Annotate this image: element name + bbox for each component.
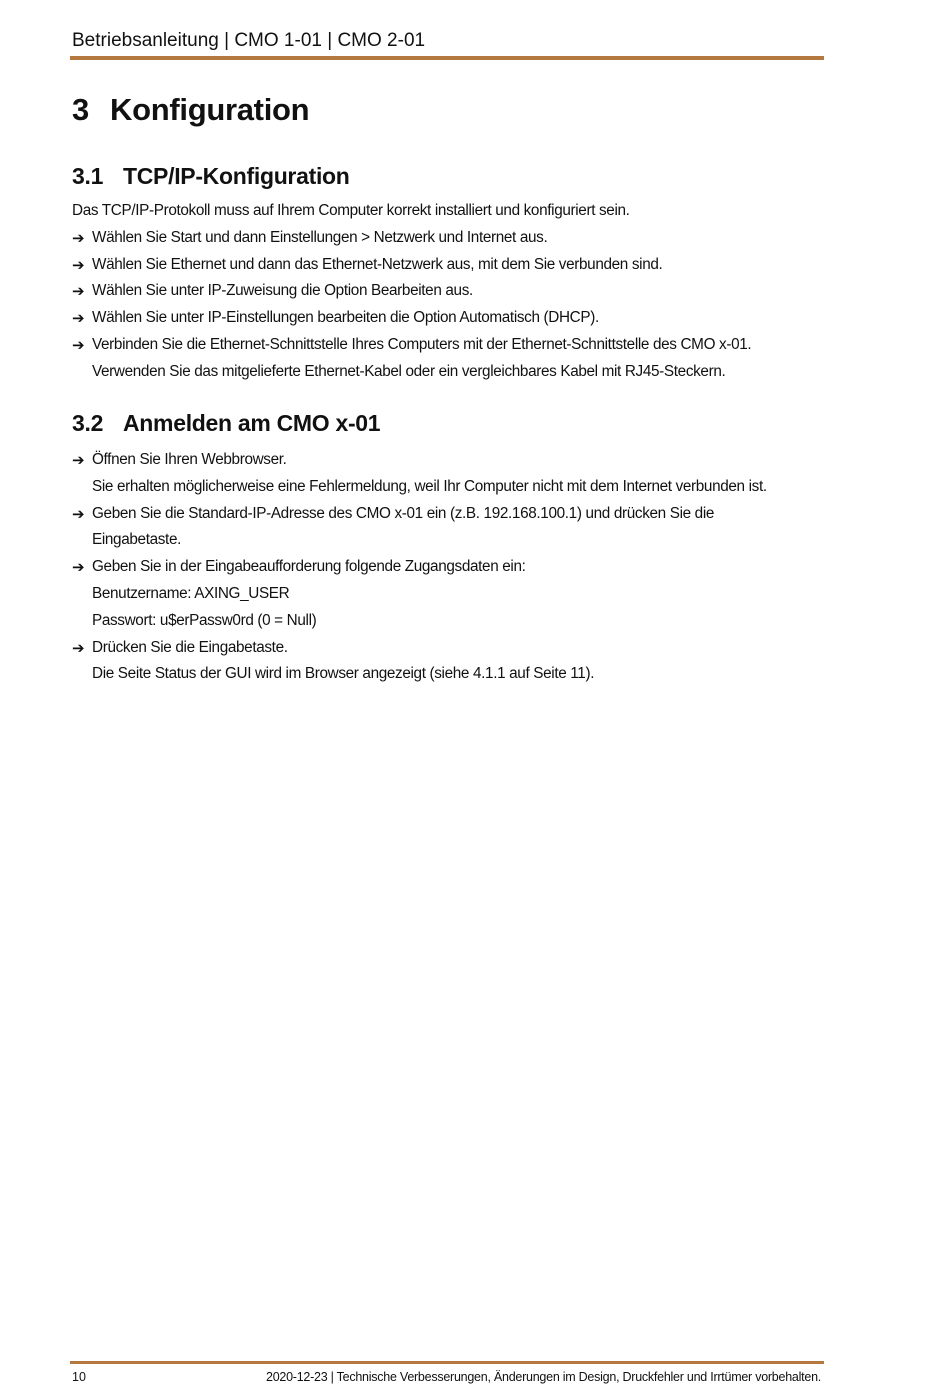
- footer-divider: [70, 1361, 824, 1364]
- page-header: [72, 28, 824, 54]
- arrow-right-icon: ➔: [72, 558, 85, 577]
- instruction-step: [72, 332, 751, 359]
- username-line: Benutzername: AXING_USER: [92, 584, 290, 602]
- instruction-step: [72, 501, 767, 528]
- instruction-step: [72, 305, 751, 332]
- step-continuation: Verwenden Sie das mitgelieferte Ethernet-Kabel oder ein vergleichbares Kabel mit RJ45-Steckern.: [92, 362, 726, 380]
- instruction-step: [72, 252, 751, 279]
- chapter-number: 3: [72, 92, 89, 127]
- section-tcpip-body: [72, 198, 751, 386]
- step-note: Sie erhalten möglicherweise eine Fehlermeldung, weil Ihr Computer nicht mit dem Internet verbunden ist.: [92, 477, 767, 495]
- step-text: Verbinden Sie die Ethernet-Schnittstelle Ihres Computers mit der Ethernet-Schnittstelle des CMO x-01.: [92, 335, 752, 353]
- section-number: 3.2: [72, 410, 104, 436]
- section-title: Anmelden am CMO x-01: [123, 410, 381, 436]
- password-line: Passwort: u$erPassw0rd (0 = Null): [92, 611, 317, 629]
- arrow-right-icon: ➔: [72, 255, 85, 274]
- header-divider: [70, 56, 824, 60]
- arrow-right-icon: ➔: [72, 504, 85, 523]
- arrow-right-icon: ➔: [72, 638, 85, 657]
- section-heading-login: [72, 408, 380, 438]
- instruction-step: [72, 447, 767, 474]
- chapter-heading: [72, 90, 309, 130]
- step-text: Wählen Sie Start und dann Einstellungen > Netzwerk und Internet aus.: [92, 228, 548, 246]
- instruction-step: [72, 278, 751, 305]
- section-title: TCP/IP-Konfiguration: [123, 163, 350, 189]
- arrow-right-icon: ➔: [72, 335, 85, 354]
- step-continuation: Eingabetaste.: [92, 531, 182, 549]
- instruction-step: [72, 225, 751, 252]
- arrow-right-icon: ➔: [72, 228, 85, 247]
- instruction-step: [72, 554, 767, 581]
- arrow-right-icon: ➔: [72, 309, 85, 328]
- page-number: 10: [72, 1370, 86, 1384]
- step-text: Wählen Sie unter IP-Einstellungen bearbeiten die Option Automatisch (DHCP).: [92, 309, 599, 327]
- chapter-title: Konfiguration: [110, 92, 310, 127]
- section-heading-tcpip: [72, 161, 350, 191]
- step-text: Drücken Sie die Eingabetaste.: [92, 638, 288, 656]
- instruction-step: [72, 635, 767, 662]
- step-text: Öffnen Sie Ihren Webbrowser.: [92, 451, 287, 468]
- step-text: Wählen Sie Ethernet und dann das Ethernet-Netzwerk aus, mit dem Sie verbunden sind.: [92, 255, 663, 273]
- section-number: 3.1: [72, 163, 104, 189]
- step-text: Wählen Sie unter IP-Zuweisung die Option Bearbeiten aus.: [92, 282, 473, 300]
- document-title: Betriebsanleitung | CMO 1-01 | CMO 2-01: [72, 30, 426, 51]
- intro-paragraph: Das TCP/IP-Protokoll muss auf Ihrem Computer korrekt installiert und konfiguriert sein.: [72, 202, 630, 219]
- section-login-body: [72, 447, 767, 688]
- footer-disclaimer: 2020-12-23 | Technische Verbesserungen, Änderungen im Design, Druckfehler und Irrtümer vorbehalten.: [266, 1370, 821, 1384]
- arrow-right-icon: ➔: [72, 451, 85, 469]
- step-text: Geben Sie in der Eingabeaufforderung folgende Zugangsdaten ein:: [92, 558, 526, 576]
- arrow-right-icon: ➔: [72, 282, 85, 301]
- step-text: Geben Sie die Standard-IP-Adresse des CMO x-01 ein (z.B. 192.168.100.1) und drücken Sie die: [92, 504, 715, 522]
- step-note: Die Seite Status der GUI wird im Browser angezeigt (siehe 4.1.1 auf Seite 11).: [92, 665, 595, 683]
